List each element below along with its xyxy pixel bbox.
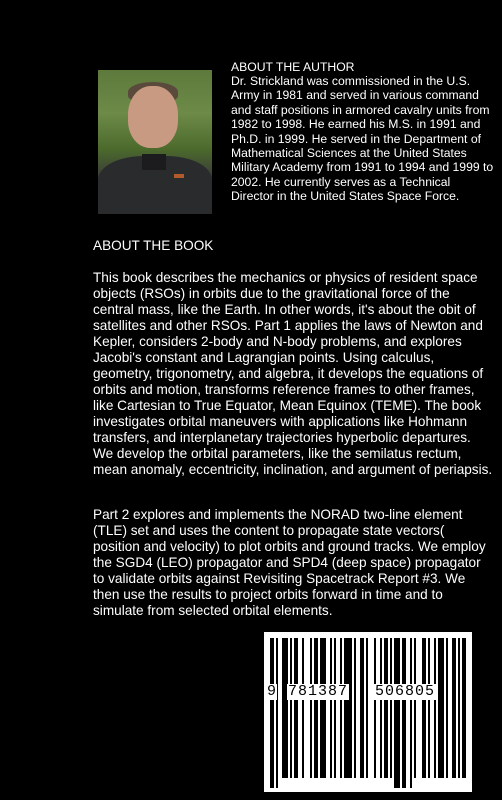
barcode-bar [402, 638, 406, 788]
book-description-paragraph-2: Part 2 explores and implements the NORAD two-line element (TLE) set and uses the content to propagate state vectors( position and velocity) to plot orbits and ground tracks. We employ the SGD4 (LEO) propagator and SPD4 (deep space) propagator to validate orbits against Revisiting Spacetrack Report #3. We then use the results to project orbits forward in time and to simulate from selected orbital elements. [93, 507, 486, 618]
barcode-bar [384, 638, 388, 778]
barcode-bar [366, 638, 368, 778]
barcode-bar [340, 638, 342, 778]
barcode-bar [414, 638, 416, 778]
barcode-bar [310, 638, 312, 778]
author-bio: Dr. Strickland was commissioned in the U.S. Army in 1981 and served in various command and staff positions in armored cavalry units from 1982 to 1998. He earned his M.S. in 1991 and Ph.D. in 1999. He served in the Department of Mathematical Sciences at the United States Military Academy from 1991 to 1994 and 1999 to 2002. He currently serves as a Technical Director in the United States Space Force. [231, 74, 494, 204]
isbn-barcode [264, 632, 472, 792]
barcode-bar [428, 638, 430, 778]
book-description-paragraph-1: This book describes the mechanics or physics of resident space objects (RSOs) in orbits due to the gravitational force of the central mass, like the Earth. In other words, it's about the obit of satellites and other RSOs. Part 1 applies the laws of Newton and Kepler, considers 2-body and N-body problems, and explores Jacobi's constant and Lagrangian points. Using calculus, geometry, trigonometry, and algebra, it develops the equations of orbits and motion, transforms reference frames to other frames, like Cartesian to True Equator, Mean Equinox (TEME). The book investigates orbital maneuvers with applications like Hohmann transfers, and interplanetary trajectories hyperbolic departures. We develop the orbital parameters, like the semilatus rectum, mean anomaly, eccentricity, inclination, and argument of periapsis. [93, 270, 493, 477]
barcode-bar [438, 638, 444, 778]
barcode-bar [320, 638, 326, 778]
barcode-bar [422, 638, 426, 778]
barcode-bar [334, 638, 336, 778]
barcode-bar [380, 638, 382, 778]
barcode-bar [290, 638, 292, 778]
barcode-bar [330, 638, 332, 778]
barcode-bar [294, 638, 298, 778]
barcode-bar [462, 638, 466, 778]
barcode-digits-left: 781387 [288, 683, 349, 700]
barcode-bar [354, 638, 356, 778]
barcode-bar [270, 638, 274, 788]
author-photo [98, 70, 212, 214]
barcode-bar [452, 638, 456, 778]
barcode-bar [344, 638, 352, 778]
barcode-bar [410, 638, 412, 788]
barcode-lead-digit: 9 [267, 683, 277, 700]
barcode-bar [360, 638, 364, 778]
barcode-bar [434, 638, 436, 778]
barcode-bar [374, 638, 376, 778]
barcode-bar [314, 638, 318, 778]
barcode-digits-right: 506805 [375, 683, 436, 700]
barcode-bar [458, 638, 460, 778]
barcode-bar [394, 638, 400, 788]
barcode-bar [446, 638, 448, 778]
barcode-bar [282, 638, 288, 778]
about-book-heading: ABOUT THE BOOK [93, 238, 214, 253]
barcode-bars [264, 632, 472, 792]
barcode-bar [390, 638, 392, 778]
about-author-heading: ABOUT THE AUTHOR [231, 60, 355, 74]
barcode-bar [276, 638, 278, 788]
barcode-bar [302, 638, 304, 778]
